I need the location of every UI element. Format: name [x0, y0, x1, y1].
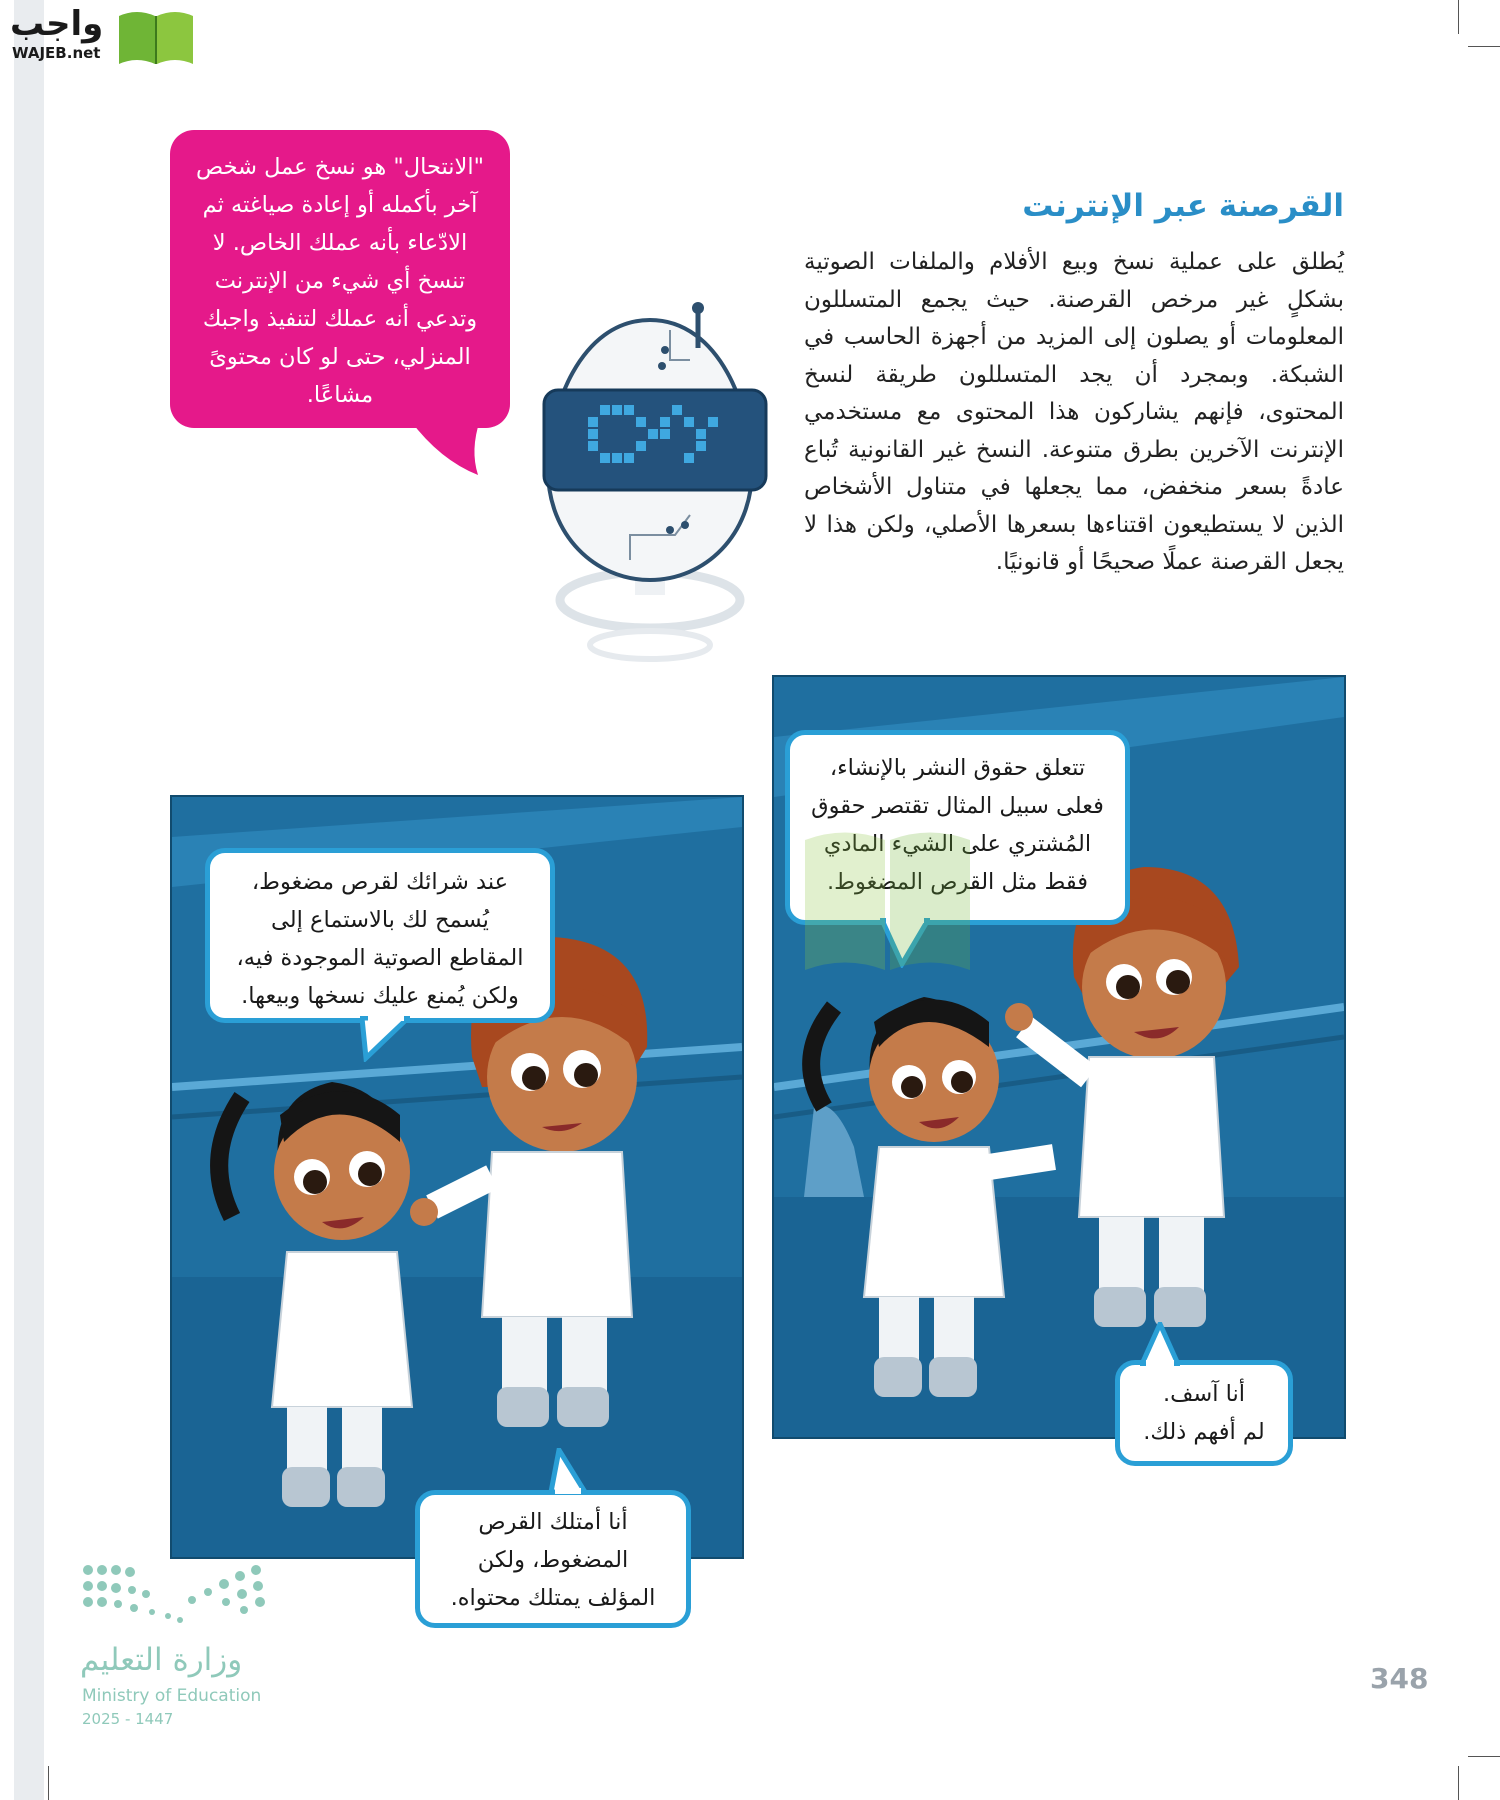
speech-line: فعلى سبيل المثال تقتصر حقوق	[811, 793, 1104, 819]
speech-line: عند شرائك لقرص مضغوط،	[251, 869, 509, 895]
crop-mark	[1468, 1756, 1500, 1757]
plagiarism-note-text: "الانتحال" هو نسخ عمل شخص آخر بأكمله أو إعادة صياغته ثم الادّعاء بأنه عملك الخاص. لا تنسخ أي شيء من الإنترنت وتدعي أنه عملك لتنفيذ واجبك المنزلي، حتى لو كان محتوىً مشاعًا.	[196, 154, 484, 408]
crop-mark	[1458, 0, 1459, 34]
left-margin-strip	[14, 0, 44, 1800]
ministry-dots-icon	[80, 1560, 270, 1630]
speech-line: فقط مثل القرص المضغوط.	[826, 869, 1088, 895]
speech-line: المُشتري على الشيء المادي	[823, 831, 1092, 857]
crop-mark	[48, 1766, 49, 1800]
speech-bubble-own-cd	[415, 1490, 691, 1628]
speech-line: أنا أمتلك القرص	[478, 1509, 628, 1535]
ministry-of-education-logo	[80, 1560, 310, 1730]
open-book-icon	[115, 6, 197, 66]
speech-line: لم أفهم ذلك.	[1143, 1419, 1265, 1445]
speech-bubble-copyright	[785, 730, 1130, 925]
speech-line: ولكن يُمنع عليك نسخها وبيعها.	[241, 983, 519, 1009]
speech-line: المضغوط، ولكن	[477, 1547, 629, 1573]
robot-illustration	[540, 300, 770, 670]
note-bubble-tail	[410, 420, 480, 480]
crop-mark	[1468, 46, 1500, 47]
wajeb-logo[interactable]	[10, 4, 190, 68]
crop-mark	[1458, 1766, 1459, 1800]
academic-year: 2025 - 1447	[82, 1710, 174, 1728]
speech-bubble-tail	[360, 1016, 410, 1062]
plagiarism-note-bubble	[170, 130, 510, 428]
speech-line: المقاطع الصوتية الموجودة فيه،	[236, 945, 524, 971]
speech-line: تتعلق حقوق النشر بالإنشاء،	[829, 755, 1086, 781]
speech-bubble-sorry	[1115, 1360, 1293, 1466]
logo-english: WAJEB.net	[12, 44, 101, 62]
ministry-name-arabic: وزارة التعليم	[80, 1642, 243, 1678]
speech-line: يُسمح لك بالاستماع إلى	[271, 907, 489, 933]
speech-bubble-tail	[880, 918, 930, 968]
ministry-name-english: Ministry of Education	[82, 1686, 262, 1706]
speech-bubble-tail	[1140, 1322, 1180, 1366]
page-number: 348	[1370, 1662, 1429, 1695]
logo-arabic: واجب	[10, 4, 104, 44]
speech-line: أنا آسف.	[1162, 1381, 1246, 1407]
body-paragraph: يُطلق على عملية نسخ وبيع الأفلام والملفات الصوتية بشكلٍ غير مرخص القرصنة. حيث يجمع المتسللون المعلومات أو يصلون إلى المزيد من أجهزة الحاسب في الشبكة. وبمجرد أن يجد المتسللون طريقة لنسخ المحتوى، فإنهم يشاركون هذا المحتوى مع مستخدمي الإنترنت الآخرين بطرق متنوعة. النسخ غير القانونية تُباع عادةً بسعر منخفض، مما يجعلها في متناول الأشخاص الذين لا يستطيعون اقتناءها بسعرها الأصلي، ولكن هذا لا يجعل القرصنة عملًا صحيحًا أو قانونيًا.	[804, 249, 1344, 575]
speech-line: المؤلف يمتلك محتواه.	[450, 1585, 656, 1611]
section-title: القرصنة عبر الإنترنت	[1022, 188, 1344, 224]
speech-bubble-tail	[545, 1448, 589, 1494]
speech-bubble-cd-rights	[205, 848, 555, 1023]
